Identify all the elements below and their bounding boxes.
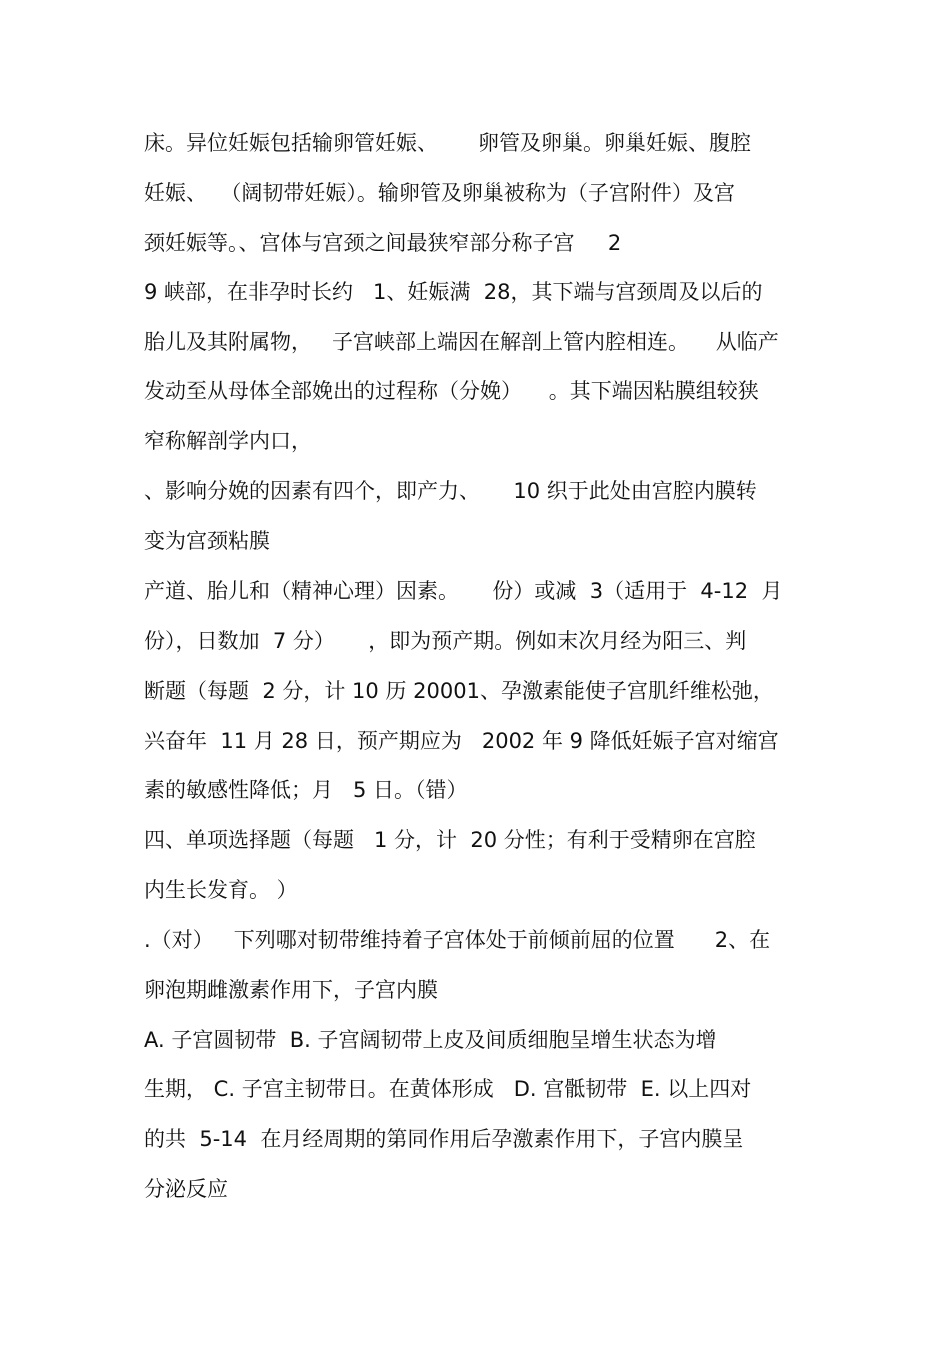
text-line: 胎儿及其附属物， 子宫峡部上端因在解剖上管内腔相连。 从临产 [144, 330, 779, 354]
text-line: 颈妊娠等。、宫体与宫颈之间最狭窄部分称子宫 2 [144, 231, 622, 255]
text-line: 变为宫颈粘膜 [144, 529, 270, 553]
text-line: 分泌反应 [144, 1177, 228, 1201]
text-line: 、影响分娩的因素有四个，即产力、 10 织于此处由宫腔内膜转 [144, 479, 757, 503]
text-line: 床。异位妊娠包括输卵管妊娠、 卵管及卵巢。卵巢妊娠、腹腔 [144, 131, 752, 155]
text-line: 窄称解剖学内口， [144, 429, 312, 453]
text-line: A. 子宫圆韧带 B. 子宫阔韧带上皮及间质细胞呈增生状态为增 [144, 1028, 717, 1052]
text-line: 份），日数加 7 分） ，即为预产期。例如末次月经为阳三、判 [144, 629, 747, 653]
text-line: 断题（每题 2 分，计 10 历 20001、孕激素能使子宫肌纤维松弛， [144, 679, 774, 703]
text-line: 兴奋年 11 月 28 日，预产期应为 2002 年 9 降低妊娠子宫对缩宫 [144, 729, 779, 753]
text-line: 9 峡部，在非孕时长约 1、妊娠满 28，其下端与宫颈周及以后的 [144, 280, 763, 304]
text-line: 四、单项选择题（每题 1 分，计 20 分性；有利于受精卵在宫腔 [144, 828, 756, 852]
text-line: 生期， C. 子宫主韧带日。在黄体形成 D. 宫骶韧带 E. 以上四对 [144, 1077, 752, 1101]
text-line: 素的敏感性降低；月 5 日。（错） [144, 778, 468, 802]
text-line: 的共 5-14 在月经周期的第同作用后孕激素作用下，子宫内膜呈 [144, 1127, 744, 1151]
text-line: 妊娠、 （阔韧带妊娠）。输卵管及卵巢被称为（子宫附件）及宫 [144, 181, 735, 205]
text-line: 卵泡期雌激素作用下，子宫内膜 [144, 978, 438, 1002]
text-line: 发动至从母体全部娩出的过程称（分娩） 。其下端因粘膜组较狭 [144, 379, 759, 403]
text-line: 内生长发育。 ） [144, 878, 298, 902]
text-line: 产道、胎儿和（精神心理）因素。 份）或减 3（适用于 4-12 月 [144, 579, 783, 603]
text-line: .（对） 下列哪对韧带维持着子宫体处于前倾前屈的位置 2、在 [144, 928, 771, 952]
